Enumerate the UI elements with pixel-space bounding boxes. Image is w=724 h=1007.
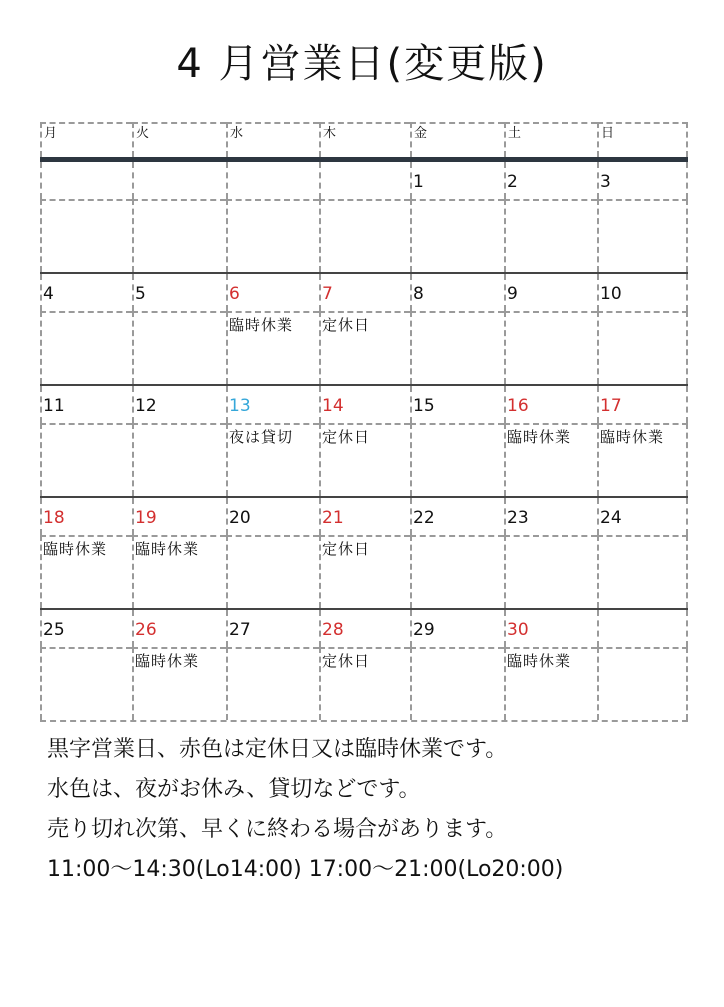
day-cell [226,498,319,535]
week-day-number-row [40,498,688,535]
day-number: 27 [229,620,251,640]
day-note-cell [226,423,319,496]
day-number: 21 [322,508,344,528]
day-note-cell [504,199,597,272]
week-note-row [40,535,688,608]
day-number: 8 [413,284,424,304]
day-number: 15 [413,396,435,416]
day-note-cell [504,423,597,496]
day-note-cell [319,647,410,720]
day-number: 29 [413,620,435,640]
weekday-header-cell [226,122,319,157]
legend [47,730,707,890]
day-number: 25 [43,620,65,640]
day-cell [40,610,132,647]
calendar [40,122,688,722]
week-day-number-row [40,162,688,199]
weekday-header-row [40,122,688,157]
day-cell [597,610,688,647]
day-number: 19 [135,508,157,528]
day-note-cell [410,535,504,608]
day-number: 6 [229,284,240,304]
weekday-header-cell [597,122,688,157]
day-note-cell [410,199,504,272]
day-note-cell [319,535,410,608]
day-note-cell [319,311,410,384]
day-note-cell [132,199,226,272]
day-cell [504,274,597,311]
day-note-cell [319,423,410,496]
day-number: 26 [135,620,157,640]
day-number: 18 [43,508,65,528]
day-note: 臨時休業 [135,540,200,558]
day-note: 臨時休業 [507,652,572,670]
day-note-cell [410,647,504,720]
day-number: 7 [322,284,333,304]
day-note-cell [319,199,410,272]
day-note-cell [226,647,319,720]
week-note-row [40,199,688,272]
day-number: 4 [43,284,54,304]
day-cell [410,610,504,647]
week-note-row [40,423,688,496]
day-cell [226,610,319,647]
day-number: 17 [600,396,622,416]
day-note-cell [132,535,226,608]
weekday-header-cell [504,122,597,157]
day-cell [319,274,410,311]
day-note: 定休日 [322,540,371,558]
day-note-cell [132,647,226,720]
day-note: 臨時休業 [507,428,572,446]
day-cell [504,610,597,647]
day-cell [132,610,226,647]
day-cell [319,498,410,535]
weekday-label: 月 [44,126,58,141]
weekday-label: 日 [601,126,615,141]
day-number: 14 [322,396,344,416]
day-note: 定休日 [322,428,371,446]
day-note-cell [504,535,597,608]
weekday-header-cell [410,122,504,157]
day-cell [410,274,504,311]
day-note-cell [40,311,132,384]
day-note-cell [226,311,319,384]
day-cell [319,162,410,199]
day-note-cell [597,647,688,720]
page-title: 4 月営業日(変更版) [176,41,548,87]
day-cell [40,498,132,535]
day-cell [410,498,504,535]
day-number: 20 [229,508,251,528]
day-note-cell [410,423,504,496]
day-note-cell [40,199,132,272]
day-note-cell [597,311,688,384]
day-number: 12 [135,396,157,416]
weekday-header-cell [319,122,410,157]
day-number: 13 [229,396,251,416]
day-note-cell [40,647,132,720]
day-note: 夜は貸切 [229,428,294,446]
legend-line: 売り切れ次第、早くに終わる場合があります。 [47,817,508,842]
weekday-label: 火 [136,126,150,141]
day-note: 臨時休業 [135,652,200,670]
day-cell [504,498,597,535]
week-day-number-row [40,386,688,423]
day-note-cell [226,535,319,608]
day-note-cell [226,199,319,272]
day-number: 22 [413,508,435,528]
day-number: 11 [43,396,65,416]
day-number: 24 [600,508,622,528]
day-note-cell [504,311,597,384]
week-day-number-row [40,274,688,311]
weekday-header-cell [132,122,226,157]
day-cell [410,162,504,199]
day-note: 臨時休業 [229,316,294,334]
day-cell [410,386,504,423]
calendar-weeks [40,162,688,720]
day-cell [597,162,688,199]
day-note-cell [597,535,688,608]
day-cell [40,274,132,311]
day-cell [504,162,597,199]
legend-line: 水色は、夜がお休み、貸切などです。 [47,777,421,802]
day-cell [597,498,688,535]
day-note-cell [597,423,688,496]
business-hours: 11:00〜14:30(Lo14:00) 17:00〜21:00(Lo20:00) [47,857,564,882]
day-cell [504,386,597,423]
day-note-cell [132,423,226,496]
day-note-cell [504,647,597,720]
day-cell [132,274,226,311]
day-cell [597,386,688,423]
day-cell [319,386,410,423]
day-note-cell [597,199,688,272]
day-number: 3 [600,172,611,192]
day-cell [597,274,688,311]
day-number: 30 [507,620,529,640]
day-cell [226,386,319,423]
day-note: 臨時休業 [43,540,108,558]
day-number: 28 [322,620,344,640]
day-cell [319,610,410,647]
day-note-cell [132,311,226,384]
day-note-cell [410,311,504,384]
calendar-bottom-border [40,720,688,722]
day-number: 5 [135,284,146,304]
day-number: 2 [507,172,518,192]
day-number: 23 [507,508,529,528]
day-cell [226,274,319,311]
weekday-header-cell [40,122,132,157]
day-number: 16 [507,396,529,416]
day-cell [132,386,226,423]
day-number: 10 [600,284,622,304]
day-cell [226,162,319,199]
day-note: 臨時休業 [600,428,665,446]
day-cell [132,498,226,535]
legend-line: 黒字営業日、赤色は定休日又は臨時休業です。 [47,737,508,762]
week-day-number-row [40,610,688,647]
week-note-row [40,647,688,720]
day-note-cell [40,423,132,496]
weekday-label: 土 [508,126,522,141]
day-cell [40,386,132,423]
day-note: 定休日 [322,316,371,334]
day-number: 1 [413,172,424,192]
day-note-cell [40,535,132,608]
day-note: 定休日 [322,652,371,670]
weekday-label: 木 [323,126,337,141]
day-cell [40,162,132,199]
day-number: 9 [507,284,518,304]
weekday-label: 水 [230,126,244,141]
week-note-row [40,311,688,384]
day-cell [132,162,226,199]
weekday-label: 金 [414,126,428,141]
